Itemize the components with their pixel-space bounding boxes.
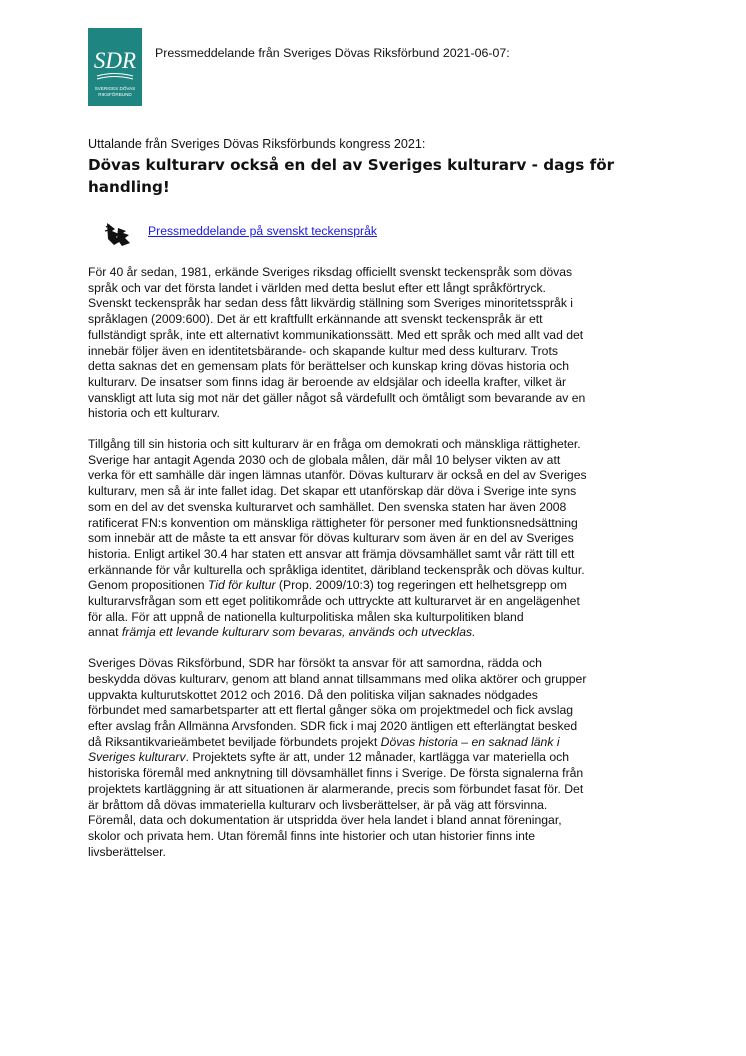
text-line: skolor och privata hem. Utan föremål finns inte historier och utan historier finns inte: [88, 828, 536, 843]
text-line: är bråttom då dövas immateriella kulturarv och livsberättelser, är på väg att försvinna.: [88, 797, 548, 812]
text-line: språklagen (2009:600). Det är ett kraftfullt erkännande att svenskt teckenspråk är ett: [88, 312, 543, 327]
text-line: Sveriges Dövas Riksförbund, SDR har försökt ta ansvar för att samordna, rädda och: [88, 656, 542, 671]
sdr-logo: [88, 28, 142, 106]
text-line: Tillgång till sin historia och sitt kulturarv är en fråga om demokrati och mänskliga rättigheter.: [88, 437, 581, 452]
text-line: historia. Enligt artikel 30.4 har staten ett ansvar att främja dövsamhället samt vår rätt till ett: [88, 546, 575, 561]
text-line: Svenskt teckenspråk har sedan dess fått likvärdig ställning som Sveriges minoritetsspråk i: [88, 296, 574, 311]
text-line: uppvakta kulturutskottet 2012 och 2016. Då den politiska viljan saknades nödgades: [88, 687, 538, 702]
text-line: erkännande för vår kulturella och språkliga identitet, däribland teckenspråk och dövas kultur.: [88, 562, 585, 577]
text-line: språk och var det första landet i världen med detta beslut efter ett långt språkförtryck.: [88, 280, 546, 295]
statement-kicker: Uttalande från Sveriges Dövas Riksförbunds kongress 2021:: [88, 137, 426, 151]
text-line: historiska föremål med anknytning till dövsamhället finns i Sverige. De första signalerna från: [88, 766, 584, 781]
text-line: [88, 625, 668, 641]
text-line: för alla. För att uppnå de nationella kulturpolitiska målen ska kulturpolitiken bland: [88, 609, 524, 624]
logo-subtitle-2: RIKSFÖRBUND: [98, 92, 132, 97]
text-line: Sverige har antagit Agenda 2030 och de globala målen, där mål 10 belyser vikten av att: [88, 452, 561, 467]
text-line: verka för ett samhälle där ingen lämnas utanför. Dövas kulturarv är också en del av Sveriges: [88, 468, 587, 483]
text-line: förbundet med samarbetsparter att ett flertal gånger söka om projektmedel och fick avslag: [88, 703, 574, 718]
text-line: livsberättelser.: [88, 844, 166, 859]
text-line: efter avslag från Allmänna Arvsfonden. SDR fick i maj 2020 äntligen ett efterlängtat besked: [88, 718, 578, 733]
policy-goal-quote: främja ett levande kulturarv som bevaras, används och utvecklas.: [121, 625, 476, 640]
text-run: . Projektets syfte är att, under 12 månader, kartlägga var materiella och: [185, 750, 569, 765]
text-line: [88, 578, 668, 594]
sign-language-press-release-link[interactable]: Pressmeddelande på svenskt teckenspråk: [148, 224, 377, 238]
text-line: som en del av det svenska kulturarvet och samhället. Den svenska staten har även 2008: [88, 499, 567, 514]
text-line: historia och ett kulturarv.: [88, 406, 220, 421]
logo-letters: SDR: [93, 48, 137, 73]
text-line: kulturarv. De insatser som finns idag är beroende av eldsjälar och ideella krafter, vilket är: [88, 374, 567, 389]
project-title-part-2: Sveriges kulturarv: [88, 750, 186, 765]
text-line: [88, 750, 668, 766]
paragraph-2: [88, 437, 668, 641]
sign-language-icon: [104, 219, 134, 249]
text-run: Genom propositionen: [88, 578, 208, 593]
project-title-part-1: Dövas historia – en saknad länk i: [380, 734, 560, 749]
paragraph-3: [88, 656, 668, 860]
text-line: [88, 735, 668, 751]
text-line: kulturarv, men så är inte fallet idag. Det skapar ett utanförskap där döva i Sverige inte syns: [88, 484, 577, 499]
text-line: fullständigt språk, inte ett alternativt kommunikationssätt. Med ett språk och med allt vad det: [88, 327, 584, 342]
text-line: innebär följer även en identitetsbärande- och skapande kultur med dess kulturarv. Trots: [88, 343, 558, 358]
text-line: detta saknas det en gemensam plats för berättelser och kunskap kring dövas historia och: [88, 359, 569, 374]
text-line: ratificerat FN:s konvention om mänskliga rättigheter för personer med funktionsnedsättning: [88, 515, 578, 530]
press-release-line: Pressmeddelande från Sveriges Dövas Riksförbund 2021-06-07:: [155, 46, 510, 60]
text-line: För 40 år sedan, 1981, erkände Sveriges riksdag officiellt svenskt teckenspråk som dövas: [88, 265, 573, 279]
text-run: annat: [88, 625, 122, 640]
text-run: (Prop. 2009/10:3) tog regeringen ett helhetsgrepp om: [275, 578, 567, 593]
headline: Dövas kulturarv också en del av Sveriges kulturarv - dags för handling!: [88, 156, 615, 196]
text-line: beskydda dövas kulturarv, genom att bland annat tillsammans med olika aktörer och grupper: [88, 671, 587, 686]
text-line: projektets kartläggning är att situationen är alarmerande, precis som förbundet fasat för. Det: [88, 781, 584, 796]
text-line: vanskligt att luta sig mot när det gäller något så värdefullt och ömtåligt som bevarande av en: [88, 390, 586, 405]
text-line: som innebär att de måste ta ett ansvar för dövas kulturarv som även är en del av Sveriges: [88, 531, 574, 546]
proposition-title: Tid för kultur: [207, 578, 276, 593]
article-body: [88, 265, 668, 875]
paragraph-1: [88, 265, 668, 422]
logo-subtitle-1: SVERIGES DÖVAS: [94, 86, 136, 91]
text-line: kulturarvsfrågan som ett eget politikområde och uttryckte att kulturarvet är en angelägenhet: [88, 594, 580, 609]
text-line: Föremål, data och dokumentation är utspridda över hela landet i bland annat föreningar,: [88, 813, 562, 828]
text-run: då Riksantikvarieämbetet beviljade förbundets projekt: [88, 734, 381, 749]
